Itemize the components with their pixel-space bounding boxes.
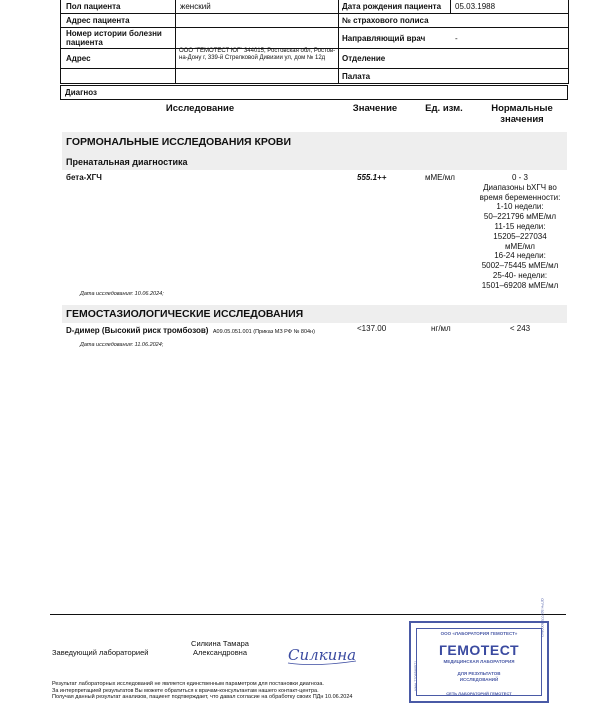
test-value-hcg: 555.1++: [357, 173, 387, 182]
stamp-subtitle: МЕДИЦИНСКАЯ ЛАБОРАТОРИЯ: [443, 659, 515, 664]
test-date-hcg: Дата исследования: 10.06.2024;: [80, 291, 164, 297]
stamp-brand: ГЕМОТЕСТ: [438, 642, 520, 658]
col-value-header: Значение: [352, 103, 398, 114]
footer-divider: [50, 614, 566, 615]
col-test-header: Исследование: [165, 103, 235, 114]
stamp-ogrn: ОГРН 5077758000842: [540, 598, 544, 637]
ward-label: Палата: [342, 72, 371, 81]
test-unit-ddimer: нг/мл: [431, 324, 451, 333]
test-name-ddimer: D-димер (Высокий риск тромбозов) A09.05.051.001 (Приказ МЗ РФ № 804н): [66, 326, 315, 335]
test-name-hcg: бета-ХГЧ: [66, 173, 102, 182]
department-label: Отделение: [342, 54, 386, 63]
section-hormonal-subtitle: Пренатальная диагностика: [66, 157, 188, 167]
insurance-label: № страхового полиса: [342, 16, 429, 25]
col-norm-header: Нормальные значения: [491, 103, 553, 125]
diagnosis-box: [60, 85, 568, 100]
history-label: Номер истории болезни пациента: [66, 29, 162, 47]
section-hemostasis-title: ГЕМОСТАЗИОЛОГИЧЕСКИЕ ИССЛЕДОВАНИЯ: [66, 308, 304, 320]
head-label: Заведующий лабораторией: [52, 648, 149, 657]
svg-text:Силкина: Силкина: [288, 646, 357, 664]
test-norm-ddimer: < 243: [509, 324, 531, 333]
head-name: Силкина Тамара Александровна: [191, 639, 249, 657]
test-date-ddimer: Дата исследования: 11.06.2024;: [80, 342, 164, 348]
stamp-top-text: ООО «ЛАБОРАТОРИЯ ГЕМОТЕСТ»: [440, 631, 518, 636]
addr-value: ООО "ГЕМОТЕСТ ЮГ" 344015, Ростовская обл, Ростов-на-Дону г, 339-й Стрелковой Дивизии ул, дом № 12д: [179, 48, 336, 61]
section-hormonal-title: ГОРМОНАЛЬНЫЕ ИССЛЕДОВАНИЯ КРОВИ: [66, 136, 292, 148]
test-value-ddimer: <137.00: [357, 324, 387, 333]
sex-value: женский: [180, 2, 211, 11]
disclaimer: Результат лабораторных исследований не является единственным параметром для постановки диагноза. За интерпретацией результатов Вы можете обратиться к врачам-консультантам нашего контакт-центра. Получая данный результат анализов, пациент подтверждает, что давал согласие на обработку своих ПДн 10.06.2024: [52, 681, 353, 700]
doctor-label: Направляющий врач: [342, 34, 426, 43]
dob-label: Дата рождения пациента: [342, 2, 442, 11]
stamp-inn: ИНН 7706580571: [414, 660, 418, 691]
stamp-purpose: ДЛЯ РЕЗУЛЬТАТОВ ИССЛЕДОВАНИЙ: [457, 671, 501, 682]
address-label: Адрес пациента: [66, 16, 130, 25]
test-norm-hcg: 0 - 3 Диапазоны bХГЧ во время беременности: 1-10 недели: 50–221796 мМЕ/мл 11-15 недели: 15205–227034 мМЕ/мл 16-24 недели: 5002–75445 мМЕ/мл 25-40- недели: 1501–69208 мМЕ/мл: [479, 173, 561, 290]
stamp-bottom-text: СЕТЬ ЛАБОРАТОРИЙ ГЕМОТЕСТ: [446, 691, 512, 696]
signature: [286, 641, 360, 667]
test-unit-hcg: мМЕ/мл: [425, 173, 455, 182]
sex-label: Пол пациента: [66, 2, 121, 11]
doctor-value: -: [455, 34, 458, 43]
diagnosis-label: Диагноз: [65, 88, 97, 97]
addr-label: Адрес: [66, 54, 91, 63]
col-unit-header: Ед. изм.: [425, 103, 463, 114]
dob-value: 05.03.1988: [455, 2, 496, 11]
lab-stamp: [409, 598, 549, 703]
